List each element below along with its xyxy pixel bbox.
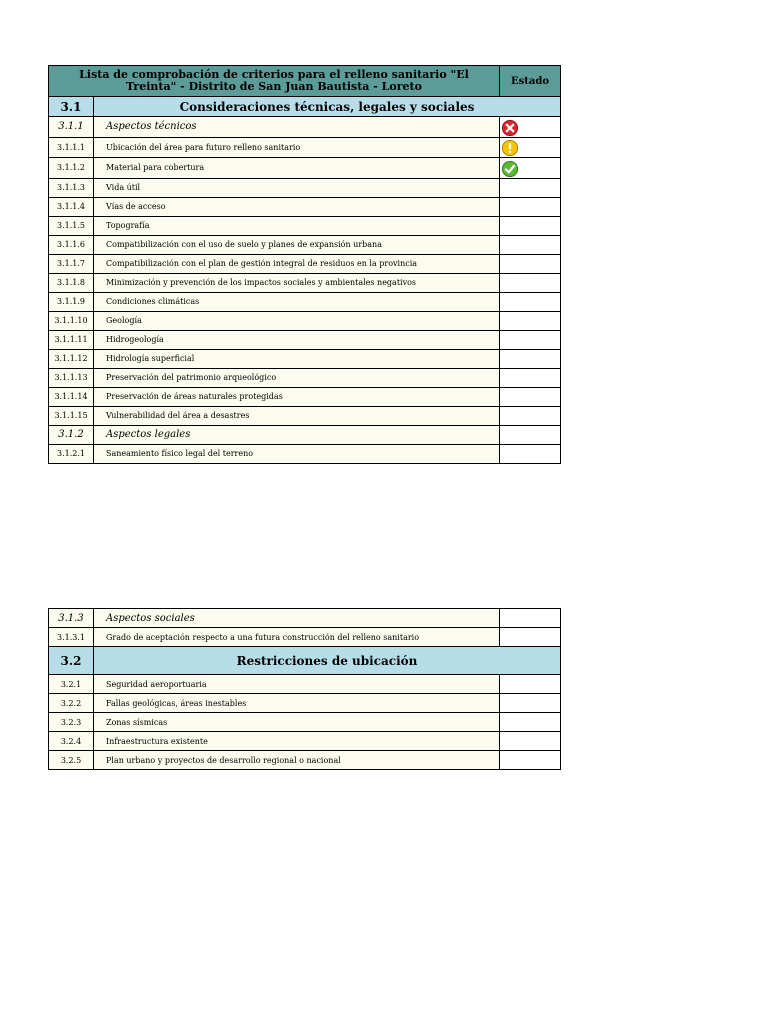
- item-number[interactable]: 3.2.2: [49, 694, 94, 713]
- item-number[interactable]: 3.1.1.3: [49, 178, 94, 197]
- status-cell[interactable]: [500, 368, 561, 387]
- subsection-row: [49, 609, 561, 628]
- section-number[interactable]: 3.2: [49, 647, 94, 675]
- section-title[interactable]: Consideraciones técnicas, legales y sociales: [94, 97, 561, 117]
- table-row: [49, 330, 561, 349]
- table-row: [49, 197, 561, 216]
- status-cell[interactable]: [500, 406, 561, 425]
- subsection-row: [49, 425, 561, 444]
- subsection-row: [49, 117, 561, 138]
- status-cell[interactable]: [500, 349, 561, 368]
- table-title: Lista de comprobación de criterios para el relleno sanitario "El Treinta" - Distrito de San Juan Bautista - Loreto: [79, 68, 469, 93]
- status-cell[interactable]: [500, 609, 561, 628]
- status-cell[interactable]: [500, 444, 561, 463]
- item-label[interactable]: Hidrogeología: [94, 330, 500, 349]
- status-cell[interactable]: [500, 197, 561, 216]
- status-cell[interactable]: [500, 330, 561, 349]
- item-label[interactable]: Zonas sísmicas: [94, 713, 500, 732]
- status-cell[interactable]: [500, 216, 561, 235]
- status-cell[interactable]: [500, 292, 561, 311]
- subsection-label[interactable]: Aspectos legales: [94, 425, 500, 444]
- item-number[interactable]: 3.2.5: [49, 751, 94, 770]
- status-cell[interactable]: [500, 117, 561, 138]
- item-label[interactable]: Seguridad aeroportuaria: [94, 675, 500, 694]
- table-row: [49, 254, 561, 273]
- item-label[interactable]: Geología: [94, 311, 500, 330]
- item-label[interactable]: Preservación de áreas naturales protegidas: [94, 387, 500, 406]
- table-row: [49, 387, 561, 406]
- checklist-table-top: [48, 65, 561, 464]
- item-label[interactable]: Hidrología superficial: [94, 349, 500, 368]
- item-number[interactable]: 3.1.1.7: [49, 254, 94, 273]
- table-row: [49, 273, 561, 292]
- item-number[interactable]: 3.2.3: [49, 713, 94, 732]
- table-title-cell[interactable]: [49, 66, 500, 97]
- item-label[interactable]: Vulnerabilidad del área a desastres: [94, 406, 500, 425]
- table-row: [49, 216, 561, 235]
- item-number[interactable]: 3.1.1.11: [49, 330, 94, 349]
- status-cell[interactable]: [500, 694, 561, 713]
- item-number[interactable]: 3.1.1.2: [49, 158, 94, 179]
- status-cell[interactable]: [500, 311, 561, 330]
- table-row: [49, 178, 561, 197]
- item-number[interactable]: 3.1.1.1: [49, 137, 94, 158]
- status-cell[interactable]: [500, 425, 561, 444]
- checklist-table-bottom: [48, 608, 561, 770]
- item-number[interactable]: 3.1.1.10: [49, 311, 94, 330]
- title-row: [49, 66, 561, 97]
- item-number[interactable]: 3.1.1.5: [49, 216, 94, 235]
- table-row: [49, 292, 561, 311]
- table-row: [49, 311, 561, 330]
- table-row: [49, 235, 561, 254]
- status-cell[interactable]: [500, 273, 561, 292]
- table-row: [49, 713, 561, 732]
- item-number[interactable]: 3.1.1.15: [49, 406, 94, 425]
- status-cell[interactable]: [500, 254, 561, 273]
- error-icon: [500, 119, 520, 137]
- item-number[interactable]: 3.2.4: [49, 732, 94, 751]
- item-label[interactable]: Fallas geológicas, áreas inestables: [94, 694, 500, 713]
- section-title[interactable]: Restricciones de ubicación: [94, 647, 561, 675]
- item-label[interactable]: Grado de aceptación respecto a una futura construcción del relleno sanitario: [94, 628, 500, 647]
- section-number[interactable]: 3.1: [49, 97, 94, 117]
- item-number[interactable]: 3.1.3.1: [49, 628, 94, 647]
- item-label[interactable]: Saneamiento físico legal del terreno: [94, 444, 500, 463]
- table-row: [49, 751, 561, 770]
- estado-header[interactable]: Estado: [500, 66, 561, 97]
- status-cell[interactable]: [500, 675, 561, 694]
- table-row: [49, 368, 561, 387]
- item-label[interactable]: Condiciones climáticas: [94, 292, 500, 311]
- check-icon: [500, 160, 520, 178]
- item-label[interactable]: Compatibilización con el uso de suelo y planes de expansión urbana: [94, 235, 500, 254]
- status-cell[interactable]: [500, 137, 561, 158]
- table-row: [49, 137, 561, 158]
- item-number[interactable]: 3.1.1.12: [49, 349, 94, 368]
- status-cell[interactable]: [500, 732, 561, 751]
- status-cell[interactable]: [500, 235, 561, 254]
- item-number[interactable]: 3.1.1.14: [49, 387, 94, 406]
- item-number[interactable]: 3.1.3: [49, 609, 94, 628]
- item-number[interactable]: 3.1.1.8: [49, 273, 94, 292]
- status-cell[interactable]: [500, 387, 561, 406]
- item-number[interactable]: 3.1.2.1: [49, 444, 94, 463]
- item-number[interactable]: 3.2.1: [49, 675, 94, 694]
- table-row: [49, 158, 561, 179]
- status-cell[interactable]: [500, 751, 561, 770]
- item-number[interactable]: 3.1.1.6: [49, 235, 94, 254]
- table-row: [49, 694, 561, 713]
- table-row: [49, 349, 561, 368]
- item-label[interactable]: Vías de acceso: [94, 197, 500, 216]
- item-label[interactable]: Plan urbano y proyectos de desarrollo regional o nacional: [94, 751, 500, 770]
- warning-icon: [500, 139, 520, 157]
- table-row: [49, 628, 561, 647]
- item-label[interactable]: Compatibilización con el plan de gestión integral de residuos en la provincia: [94, 254, 500, 273]
- section-row-3-2: [49, 647, 561, 675]
- section-row-3-1: [49, 97, 561, 117]
- item-label[interactable]: Preservación del patrimonio arqueológico: [94, 368, 500, 387]
- item-number[interactable]: 3.1.1: [49, 117, 94, 138]
- item-number[interactable]: 3.1.1.9: [49, 292, 94, 311]
- item-label[interactable]: Infraestructura existente: [94, 732, 500, 751]
- item-label[interactable]: Material para cobertura: [94, 158, 500, 179]
- item-label[interactable]: Topografía: [94, 216, 500, 235]
- table-row: [49, 406, 561, 425]
- status-cell[interactable]: [500, 713, 561, 732]
- item-number[interactable]: 3.1.1.13: [49, 368, 94, 387]
- table-row: [49, 444, 561, 463]
- table-row: [49, 675, 561, 694]
- item-label[interactable]: Minimización y prevención de los impactos sociales y ambientales negativos: [94, 273, 500, 292]
- item-number[interactable]: 3.1.2: [49, 425, 94, 444]
- table-row: [49, 732, 561, 751]
- subsection-label[interactable]: Aspectos técnicos: [94, 117, 500, 138]
- status-cell[interactable]: [500, 628, 561, 647]
- item-label[interactable]: Ubicación del área para futuro relleno sanitario: [94, 137, 500, 158]
- status-cell[interactable]: [500, 178, 561, 197]
- subsection-label[interactable]: Aspectos sociales: [94, 609, 500, 628]
- item-number[interactable]: 3.1.1.4: [49, 197, 94, 216]
- item-label[interactable]: Vida útil: [94, 178, 500, 197]
- status-cell[interactable]: [500, 158, 561, 179]
